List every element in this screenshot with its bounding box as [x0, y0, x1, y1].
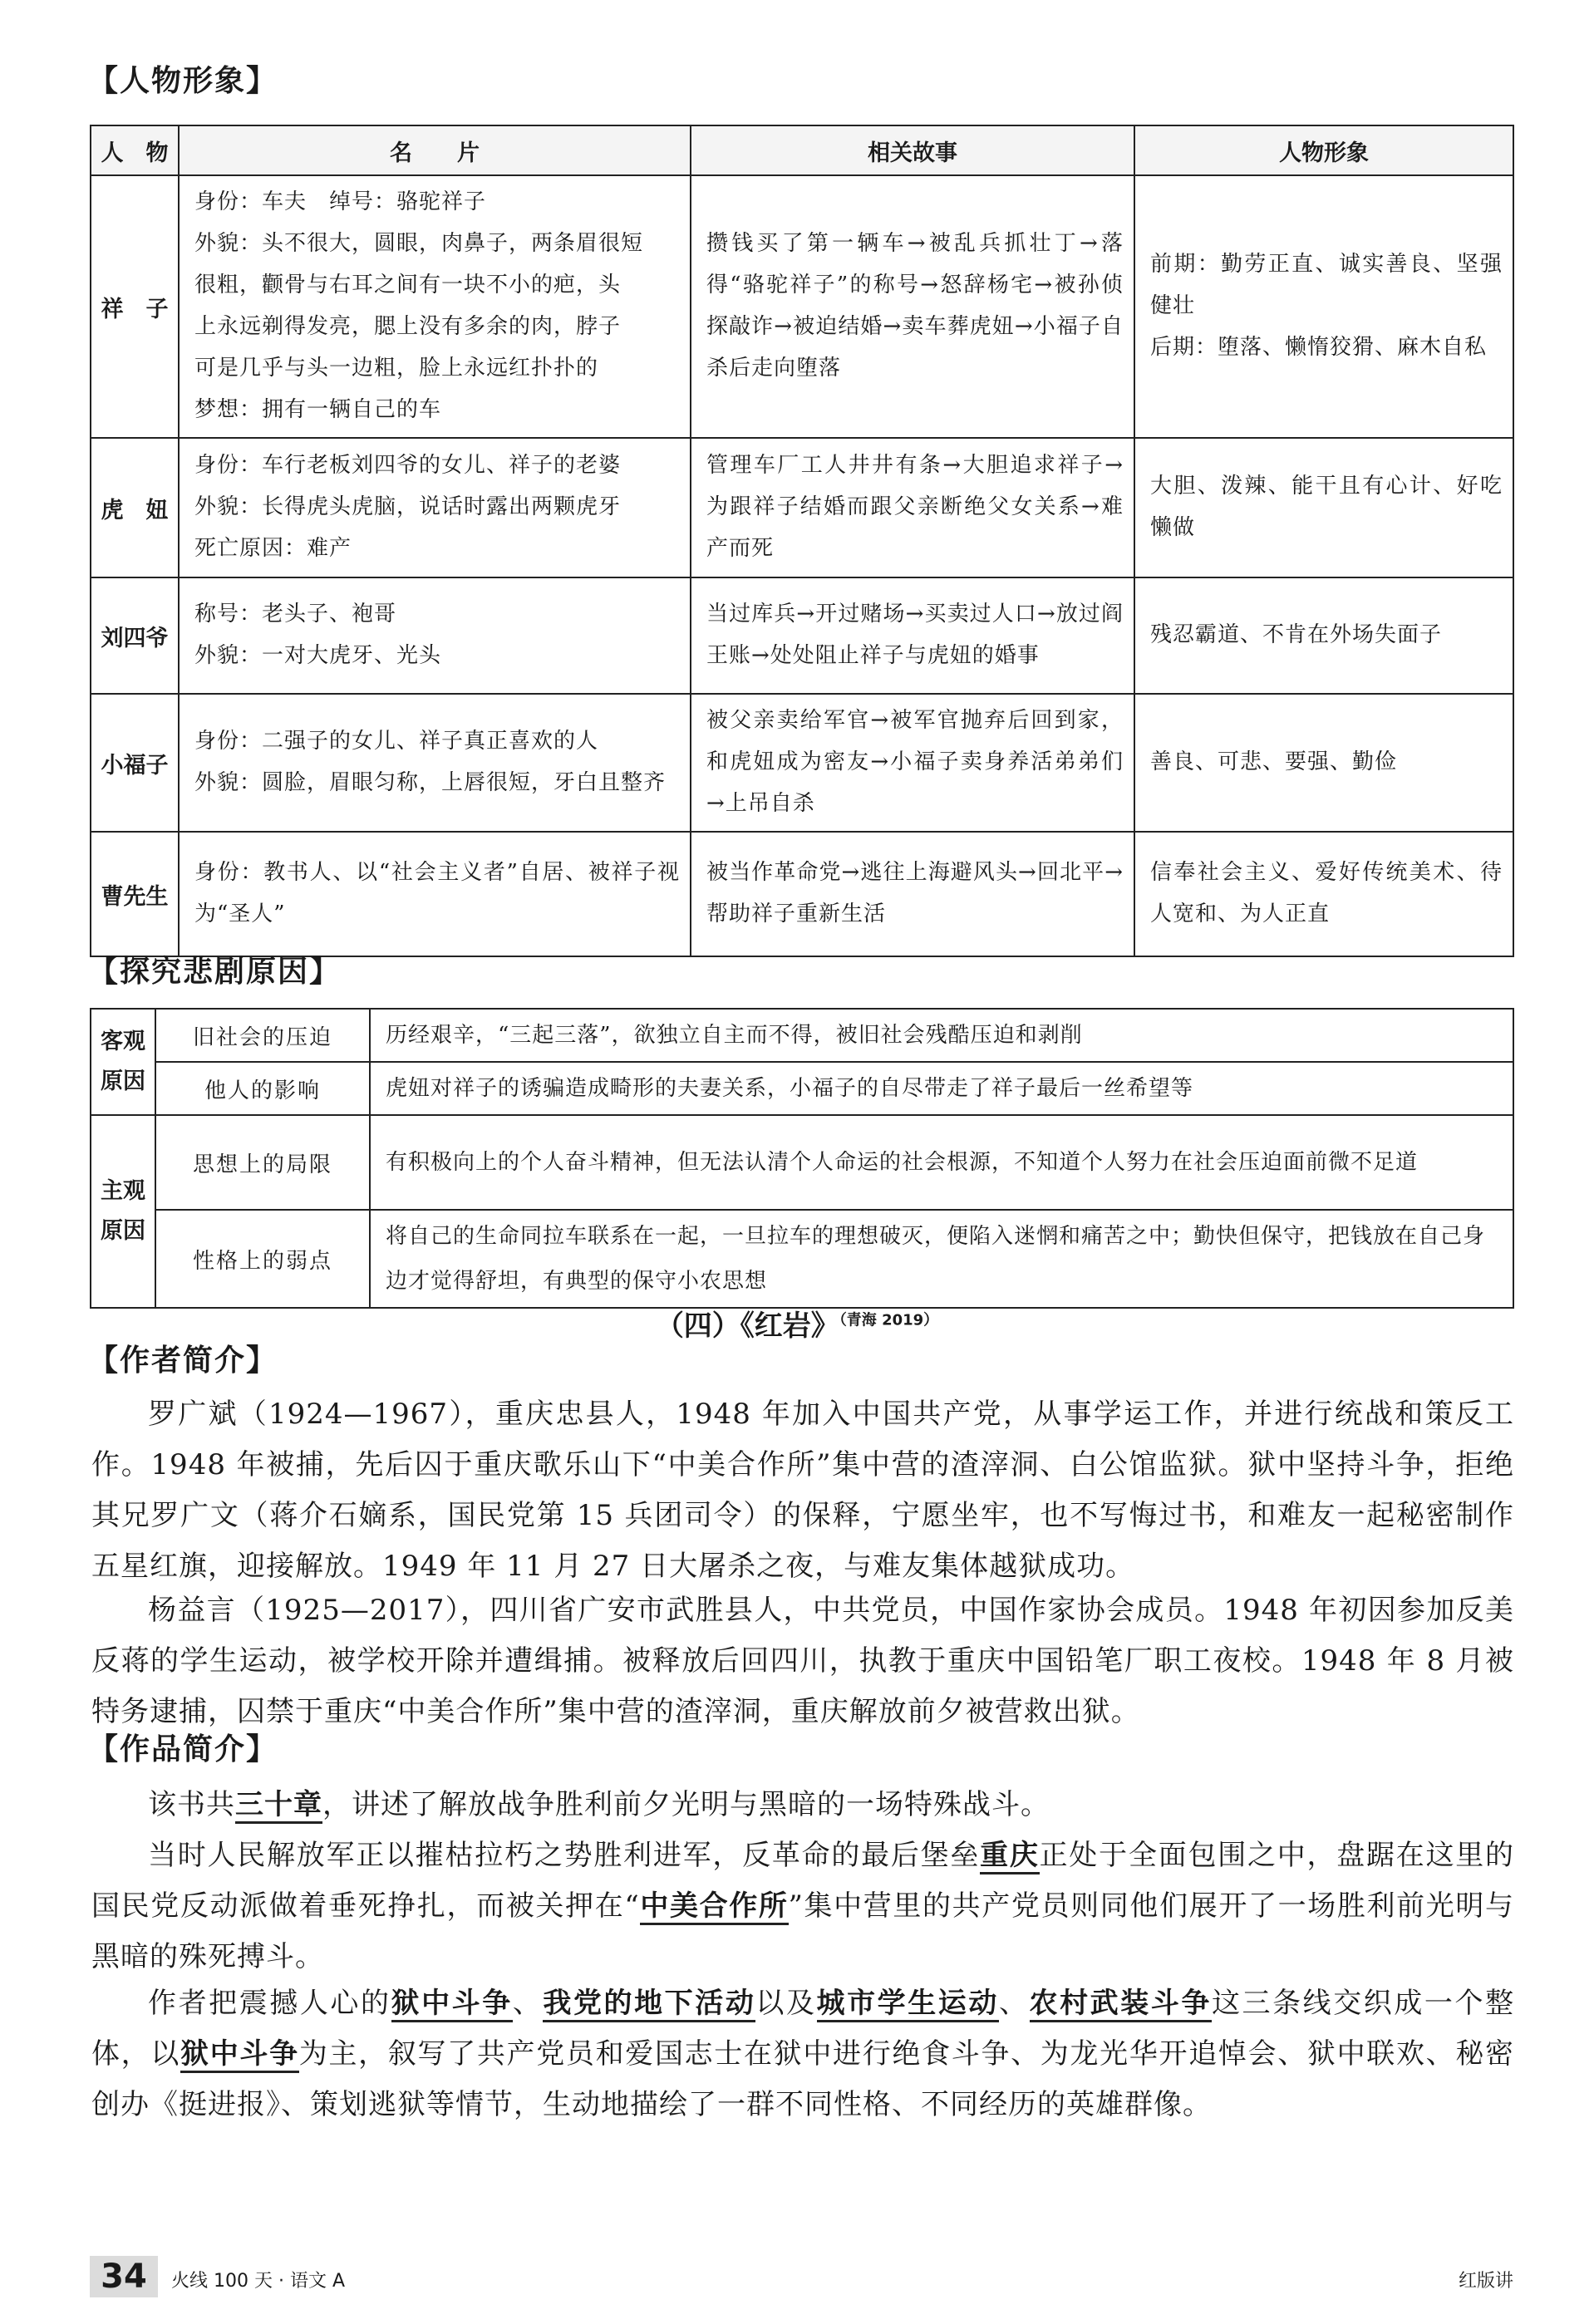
character-image: 前期：勤劳正直、诚实善良、坚强健壮 后期：堕落、懒惰狡猾、麻木自私: [1134, 175, 1513, 438]
header-person: 人 物: [91, 125, 179, 175]
cause-subtitle: 他人的影响: [155, 1062, 370, 1115]
header-image: 人物形象: [1134, 125, 1513, 175]
character-name: 刘四爷: [91, 577, 179, 694]
cause-subtitle: 性格上的弱点: [155, 1210, 370, 1308]
header-story: 相关故事: [691, 125, 1134, 175]
character-card: 身份：车行老板刘四爷的女儿、祥子的老婆 外貌：长得虎头虎脑，说话时露出两颗虎牙 死亡原因：难产: [179, 438, 691, 577]
causes-heading: 【探究悲剧原因】: [88, 955, 342, 989]
character-image: 善良、可悲、要强、勤俭: [1134, 694, 1513, 832]
character-story: 管理车厂工人井井有条→大胆追求祥子→为跟祥子结婚而跟父亲断绝父女关系→难产而死: [691, 438, 1134, 577]
table-row: [91, 438, 1513, 577]
character-story: 被父亲卖给军官→被军官抛弃后回到家，和虎妞成为密友→小福子卖身养活弟弟们→上吊自杀: [691, 694, 1134, 832]
book-title: 火线 100 天 · 语文 A: [171, 2271, 346, 2292]
table-row: [91, 1115, 1513, 1210]
cause-subtitle: 思想上的局限: [155, 1115, 370, 1210]
table-row: [91, 1009, 1513, 1062]
author-heading: 【作者简介】: [88, 1344, 278, 1378]
author-paragraph-1: 罗广斌（1924—1967），重庆忠县人，1948 年加入中国共产党，从事学运工作，并进行统战和策反工作。1948 年被捕，先后囚于重庆歌乐山下“中美合作所”集中营的渣滓洞、白公馆监狱。狱中坚持斗争，拒绝其兄罗广文（蒋介石嫡系，国民党第 15 兵团司令）的保释，宁愿坐牢，也不写悔过书，和难友一起秘密制作五星红旗，迎接解放。1949 年 11 月 27 日大屠杀之夜，与难友集体越狱成功。: [91, 1398, 1514, 1583]
character-table: [90, 125, 1514, 957]
table-row: [91, 1062, 1513, 1115]
work-paragraph-3: 作者把震撼人心的狱中斗争、我党的地下活动以及城市学生运动、农村武装斗争这三条线交织成一个整体，以狱中斗争为主，叙写了共产党员和爱国志士在狱中进行绝食斗争、为龙光华开追悼会、狱中联欢、秘密创办《挺进报》、策划逃狱等情节，生动地描绘了一群不同性格、不同经历的英雄群像。: [91, 1987, 1515, 2121]
table-row: [91, 832, 1513, 956]
character-name: 小福子: [91, 694, 179, 832]
section-note: （青海 2019）: [839, 1311, 939, 1329]
character-name: 虎 妞: [91, 438, 179, 577]
character-name: 祥 子: [91, 175, 179, 438]
characters-heading: 【人物形象】: [88, 64, 278, 98]
character-image: 残忍霸道、不肯在外场失面子: [1134, 577, 1513, 694]
tragedy-causes-table: [90, 1008, 1514, 1309]
cause-description: 历经艰辛，“三起三落”，欲独立自主而不得，被旧社会残酷压迫和剥削: [370, 1009, 1513, 1062]
work-paragraph-2: 当时人民解放军正以摧枯拉朽之势胜利进军，反革命的最后堡垒重庆正处于全面包围之中，盘踞在这里的国民党反动派做着垂死挣扎，而被关押在“中美合作所”集中营里的共产党员则同他们展开了一场胜利前光明与黑暗的殊死搏斗。: [91, 1839, 1515, 1973]
character-card: 身份：二强子的女儿、祥子真正喜欢的人 外貌：圆脸，眉眼匀称，上唇很短，牙白且整齐: [179, 694, 691, 832]
edition-label: 红版讲: [1459, 2271, 1514, 2292]
character-story: 被当作革命党→逃往上海避风头→回北平→帮助祥子重新生活: [691, 832, 1134, 956]
cause-subtitle: 旧社会的压迫: [155, 1009, 370, 1062]
section-title: [0, 1303, 1594, 1344]
character-image: 大胆、泼辣、能干且有心计、好吃懒做: [1134, 438, 1513, 577]
character-image: 信奉社会主义、爱好传统美术、待人宽和、为人正直: [1134, 832, 1513, 956]
table-header-row: [91, 125, 1513, 175]
cause-description: 将自己的生命同拉车联系在一起，一旦拉车的理想破灭，便陷入迷惘和痛苦之中；勤快但保守，把钱放在自己身边才觉得舒坦，有典型的保守小农思想: [370, 1210, 1513, 1308]
character-story: 当过库兵→开过赌场→买卖过人口→放过阎王账→处处阻止祥子与虎妞的婚事: [691, 577, 1134, 694]
work-paragraph-1: 该书共三十章，讲述了解放战争胜利前夕光明与黑暗的一场特殊战斗。: [91, 1780, 1514, 1830]
character-card: 称号：老头子、袍哥 外貌：一对大虎牙、光头: [179, 577, 691, 694]
character-card: 身份：教书人、以“社会主义者”自居、被祥子视为“圣人”: [179, 832, 691, 956]
cause-category: 主观 原因: [91, 1115, 155, 1308]
character-story: 攒钱买了第一辆车→被乱兵抓壮丁→落得“骆驼祥子”的称号→怒辞杨宅→被孙侦探敲诈→被迫结婚→卖车葬虎妞→小福子自杀后走向堕落: [691, 175, 1134, 438]
character-card: 身份：车夫 绰号：骆驼祥子 外貌：头不很大，圆眼，肉鼻子，两条眉很短 很粗，颧骨与右耳之间有一块不小的疤，头 上永远剃得发亮，腮上没有多余的肉，脖子 可是几乎与头一边粗，脸上永远红扑扑的 梦想：拥有一辆自己的车: [179, 175, 691, 438]
cause-category: 客观 原因: [91, 1009, 155, 1115]
cause-description: 虎妞对祥子的诱骗造成畸形的夫妻关系，小福子的自尽带走了祥子最后一丝希望等: [370, 1062, 1513, 1115]
table-row: [91, 175, 1513, 438]
page-number: 34: [90, 2256, 158, 2297]
header-card: 名 片: [179, 125, 691, 175]
work-heading: 【作品简介】: [88, 1732, 278, 1766]
author-paragraph-2: 杨益言（1925—2017），四川省广安市武胜县人，中共党员，中国作家协会成员。1948 年初因参加反美反蒋的学生运动，被学校开除并遭缉捕。被释放后回四川，执教于重庆中国铅笔厂职工夜校。1948 年 8 月被特务逮捕，囚禁于重庆“中美合作所”集中营的渣滓洞，重庆解放前夕被营救出狱。: [91, 1594, 1514, 1728]
table-row: [91, 577, 1513, 694]
character-name: 曹先生: [91, 832, 179, 956]
section-title-text: （四）《红岩》: [655, 1309, 839, 1343]
table-row: [91, 694, 1513, 832]
cause-description: 有积极向上的个人奋斗精神，但无法认清个人命运的社会根源，不知道个人努力在社会压迫面前微不足道: [370, 1115, 1513, 1210]
table-row: [91, 1210, 1513, 1308]
